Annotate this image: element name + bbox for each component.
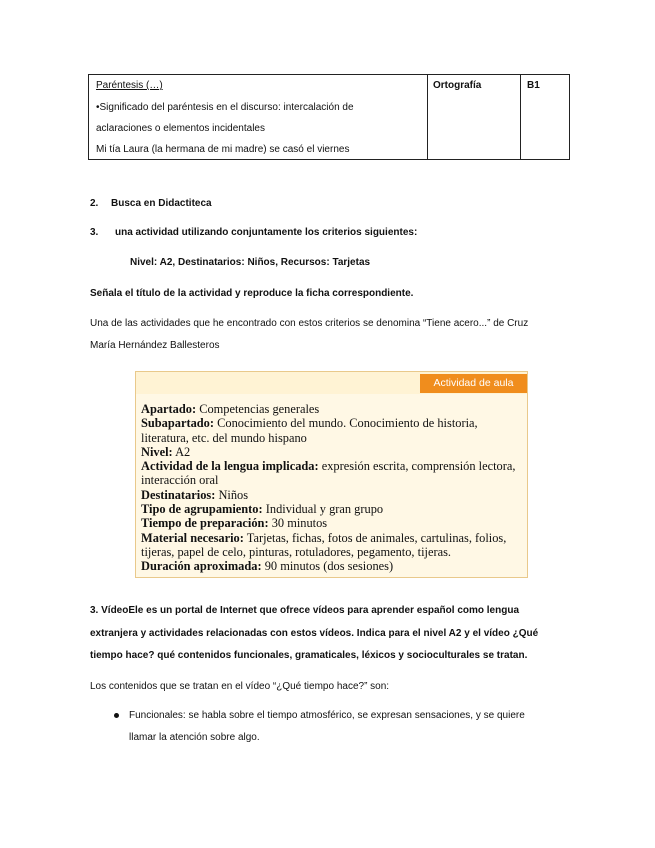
activity-card-field-value: interacción oral xyxy=(141,473,219,488)
activity-card-field-label: Actividad de la lengua implicada: xyxy=(141,459,319,474)
activity-card-field xyxy=(141,559,519,573)
table-level: B1 xyxy=(527,80,540,91)
activity-card-field xyxy=(141,516,519,530)
bullet-icon xyxy=(114,713,119,718)
activity-card-field xyxy=(141,531,519,545)
activity-card-field xyxy=(141,416,519,430)
activity-card-field-label: Subapartado: xyxy=(141,416,214,431)
activity-card-field xyxy=(141,445,519,459)
activity-card-field xyxy=(141,431,519,445)
bullet-line: Funcionales: se habla sobre el tiempo atmosférico, se expresan sensaciones, y se quiere xyxy=(129,710,525,721)
activity-card-field xyxy=(141,402,519,416)
activity-card-field xyxy=(141,488,519,502)
answer-line: María Hernández Ballesteros xyxy=(90,340,220,351)
step-3-text: una actividad utilizando conjuntamente los criterios siguientes: xyxy=(115,227,418,238)
activity-card-field-value: Tarjetas, fichas, fotos de animales, cartulinas, folios, xyxy=(246,530,507,545)
table-divider xyxy=(520,75,521,159)
activity-card-field-label: Apartado: xyxy=(141,402,197,416)
activity-card-field-value: 30 minutos xyxy=(271,516,328,531)
videoele-line: extranjera y actividades relacionadas con estos vídeos. Indica para el nivel A2 y el vídeo ¿Qué xyxy=(90,628,539,639)
activity-card-field-value: Conocimiento del mundo. Conocimiento de historia, xyxy=(217,416,478,431)
activity-card-field xyxy=(141,502,519,516)
step-3-number: 3. xyxy=(90,227,99,238)
activity-card xyxy=(135,371,528,578)
activity-card-field-label: Nivel: xyxy=(141,444,173,459)
activity-card-tab: Actividad de aula xyxy=(420,374,527,393)
table-row-title: Paréntesis (…) xyxy=(96,80,163,91)
activity-card-field-label: Duración aproximada: xyxy=(141,559,262,574)
table-row-line: •Significado del paréntesis en el discurso: intercalación de xyxy=(96,102,354,113)
search-criteria: Nivel: A2, Destinatarios: Niños, Recursos: Tarjetas xyxy=(130,257,371,268)
activity-card-field-value: expresión escrita, comprensión lectora, xyxy=(321,459,516,474)
activity-card-field-value: A2 xyxy=(175,444,191,459)
activity-card-field-label: Destinatarios: xyxy=(141,487,216,502)
table-divider xyxy=(427,75,428,159)
contents-intro: Los contenidos que se tratan en el vídeo “¿Qué tiempo hace?” son: xyxy=(90,681,390,692)
activity-card-field-value: Individual y gran grupo xyxy=(265,502,384,517)
activity-card-field-value: Competencias generales xyxy=(199,402,320,416)
bullet-line: llamar la atención sobre algo. xyxy=(129,732,260,743)
activity-card-field-label: Material necesario: xyxy=(141,530,244,545)
activity-card-field xyxy=(141,473,519,487)
activity-card-header xyxy=(136,372,527,394)
activity-card-field-value: literatura, etc. del mundo hispano xyxy=(141,430,307,445)
activity-card-body xyxy=(141,402,519,574)
videoele-line: 3. VídeoEle es un portal de Internet que ofrece vídeos para aprender español como lengua xyxy=(90,605,520,616)
activity-card-field-label: Tiempo de preparación: xyxy=(141,516,269,531)
content-table xyxy=(88,74,570,160)
activity-card-field xyxy=(141,459,519,473)
step-2-text: Busca en Didactiteca xyxy=(111,198,212,209)
activity-card-field-value: Niños xyxy=(218,487,249,502)
step-2-number: 2. xyxy=(90,198,99,209)
table-category: Ortografía xyxy=(433,80,482,91)
instruction: Señala el título de la actividad y reproduce la ficha correspondiente. xyxy=(90,288,414,299)
activity-card-field-value: tijeras, papel de celo, pinturas, rotuladores, pegamento, tijeras. xyxy=(141,544,452,559)
activity-card-field-label: Tipo de agrupamiento: xyxy=(141,502,263,517)
table-row-line: aclaraciones o elementos incidentales xyxy=(96,123,265,134)
activity-card-field xyxy=(141,545,519,559)
table-row-line: Mi tía Laura (la hermana de mi madre) se casó el viernes xyxy=(96,144,350,155)
activity-card-field-value: 90 minutos (dos sesiones) xyxy=(264,559,394,574)
answer-line: Una de las actividades que he encontrado con estos criterios se denomina “Tiene acero...” de Cruz xyxy=(90,318,529,329)
videoele-line: tiempo hace? qué contenidos funcionales, gramaticales, léxicos y socioculturales se tratan. xyxy=(90,650,528,661)
